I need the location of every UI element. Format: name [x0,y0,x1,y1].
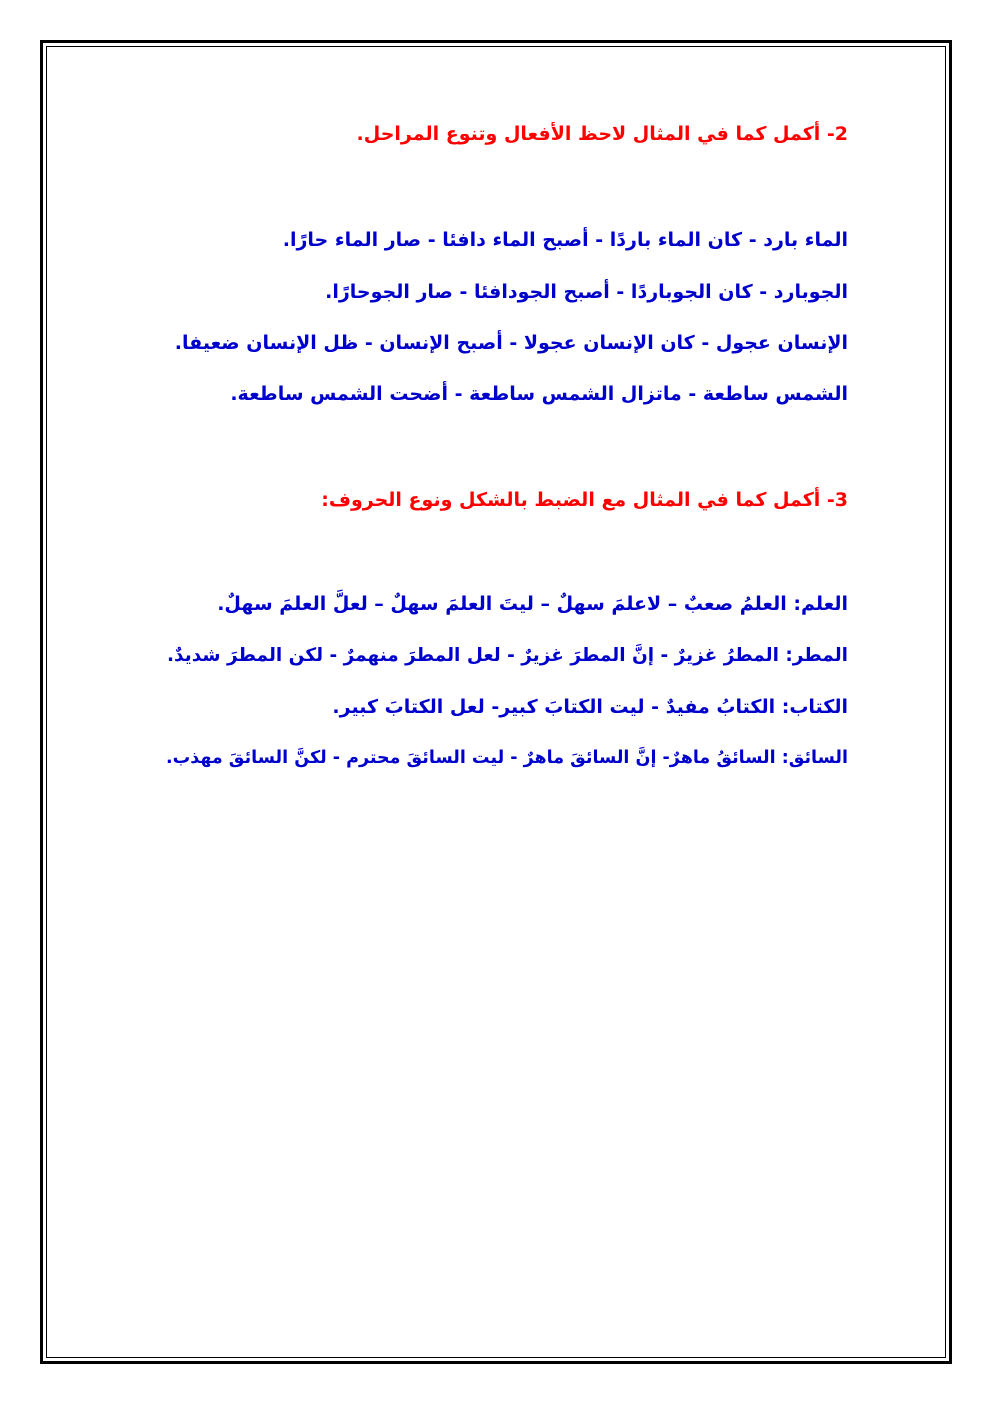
section3-heading: 3- أكمل كما في المثال مع الضبط بالشكل ونوع الحروف: [321,489,848,511]
section2-line-3: الإنسان عجول - كان الإنسان عجولا - أصبح الإنسان - ظل الإنسان ضعيفا. [174,332,848,354]
section2-line-4: الشمس ساطعة - ماتزال الشمس ساطعة - أضحت الشمس ساطعة. [230,383,848,405]
section3-line-1: العلم: العلمُ صعبٌ – لاعلمَ سهلٌ – ليتَ العلمَ سهلٌ – لعلَّ العلمَ سهلٌ. [217,593,848,615]
section2-line-1: الماء بارد - كان الماء باردًا - أصبح الماء دافئا - صار الماء حارًا. [282,229,848,251]
section3-line-2: المطر: المطرُ غزيرٌ - إنَّ المطرَ غزيرٌ - لعل المطرَ منهمرٌ - لكن المطرَ شديدٌ. [167,645,848,666]
section2-heading: 2- أكمل كما في المثال لاحظ الأفعال وتنوع المراحل. [356,123,848,145]
section3-line-3: الكتاب: الكتابُ مفيدٌ - ليت الكتابَ كبير- لعل الكتابَ كبير. [332,696,848,718]
section2-line-2: الجوبارد - كان الجوباردًا - أصبح الجودافئا - صار الجوحارًا. [325,281,848,303]
section3-line-4: السائق: السائقُ ماهرٌ- إنَّ السائقَ ماهرٌ - ليت السائقَ محترم - لكنَّ السائقَ مهذب. [165,748,848,768]
